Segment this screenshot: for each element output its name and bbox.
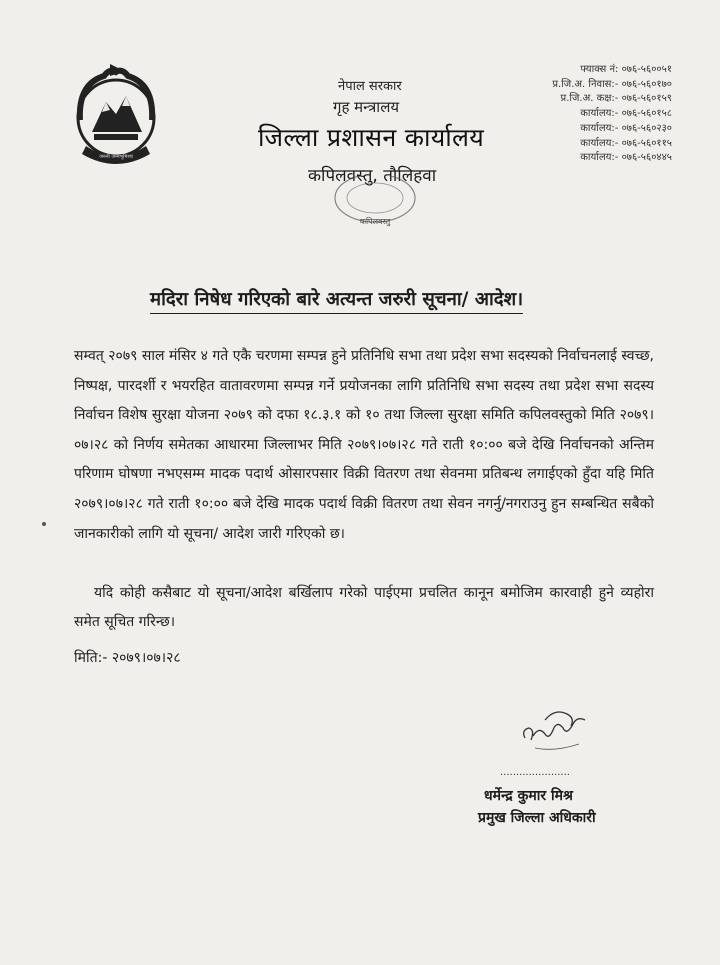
contact-office-3: कार्यालय:- ०७६-५६०११५: [580, 137, 672, 149]
signature-line: ......................: [500, 767, 570, 778]
office-location: कपिलवस्तु, तौलिहवा: [308, 166, 437, 186]
margin-dot: [42, 522, 46, 526]
notice-title: मदिरा निषेध गरिएको बारे अत्यन्त जरुरी सूचना/ आदेश।: [150, 286, 523, 314]
svg-text:जननी जन्मभूमिश्च: जननी जन्मभूमिश्च: [99, 154, 133, 160]
ministry-label: गृह मन्त्रालय: [333, 98, 400, 116]
contact-fax: फ्याक्स नं: ०७६-५६००५१: [580, 64, 672, 75]
contact-cdo-residence: प्र.जि.अ. निवास:- ०७६-५६०१७०: [552, 78, 672, 90]
contact-office-4: कार्यालय:- ०७६-५६०४४५: [580, 152, 672, 164]
contact-office-1: कार्यालय:- ०७६-५६०१५८: [580, 108, 672, 120]
svg-text:कपिलवस्तु: कपिलवस्तु: [359, 217, 391, 226]
contact-list: [552, 63, 672, 166]
contact-cdo-room: प्र.जि.अ. कक्ष:- ०७६-५६०१५९: [560, 93, 672, 105]
notice-paragraph-2: यदि कोही कसैबाट यो सूचना/आदेश बर्खिलाप गरेको पाईएमा प्रचलित कानून बमोजिम कारवाही हुने व्यहोरा समेत सूचित गरिन्छ।: [74, 585, 654, 630]
office-stamp-icon: [325, 176, 425, 228]
office-title: जिल्ला प्रशासन कार्यालय: [258, 123, 485, 152]
notice-paragraph-1: सम्वत् २०७९ साल मंसिर ४ गते एकै चरणमा सम्पन्न हुने प्रतिनिधि सभा तथा प्रदेश सभा सदस्यको निर्वाचनलाई स्वच्छ, निष्पक्ष, पारदर्शी र भयरहित वातावरणमा सम्पन्न गर्ने प्रयोजनका लागि प्रतिनिधि सभा सदस्य तथा प्रदेश सभा सदस्य निर्वाचन विशेष सुरक्षा योजना २०७९ को दफा १८.३.१ को १० तथा जिल्ला सुरक्षा समिति कपिलवस्तुको मिति २०७९।०७।२८ को निर्णय समेतका आधारमा जिल्लाभर मिति २०७९।०७।२८ गते राती १०:०० बजे देखि निर्वाचनको अन्तिम परिणाम घोषणा नभएसम्म मादक पदार्थ ओसारपसार विक्री वितरण तथा सेवनमा प्रतिबन्ध लगाईएको हुँदा यहि मिति २०७९।०७।२८ गते राती १०:०० बजे देखि मादक पदार्थ विक्री वितरण तथा सेवन नगर्नु/नगराउनु हुन सम्बन्धित सबैको जानकारीको लागि यो सूचना/ आदेश जारी गरिएको छ।: [74, 348, 654, 542]
notice-date: मिति:- २०७९।०७।२८: [74, 650, 181, 666]
nepal-emblem-icon: [64, 62, 168, 170]
government-label: नेपाल सरकार: [338, 79, 402, 94]
signature-icon: [515, 700, 595, 760]
contact-office-2: कार्यालय:- ०७६-५६०२३०: [580, 122, 672, 134]
signatory-title: प्रमुख जिल्ला अधिकारी: [478, 810, 596, 826]
signatory-name: धर्मेन्द्र कुमार मिश्र: [484, 788, 573, 804]
